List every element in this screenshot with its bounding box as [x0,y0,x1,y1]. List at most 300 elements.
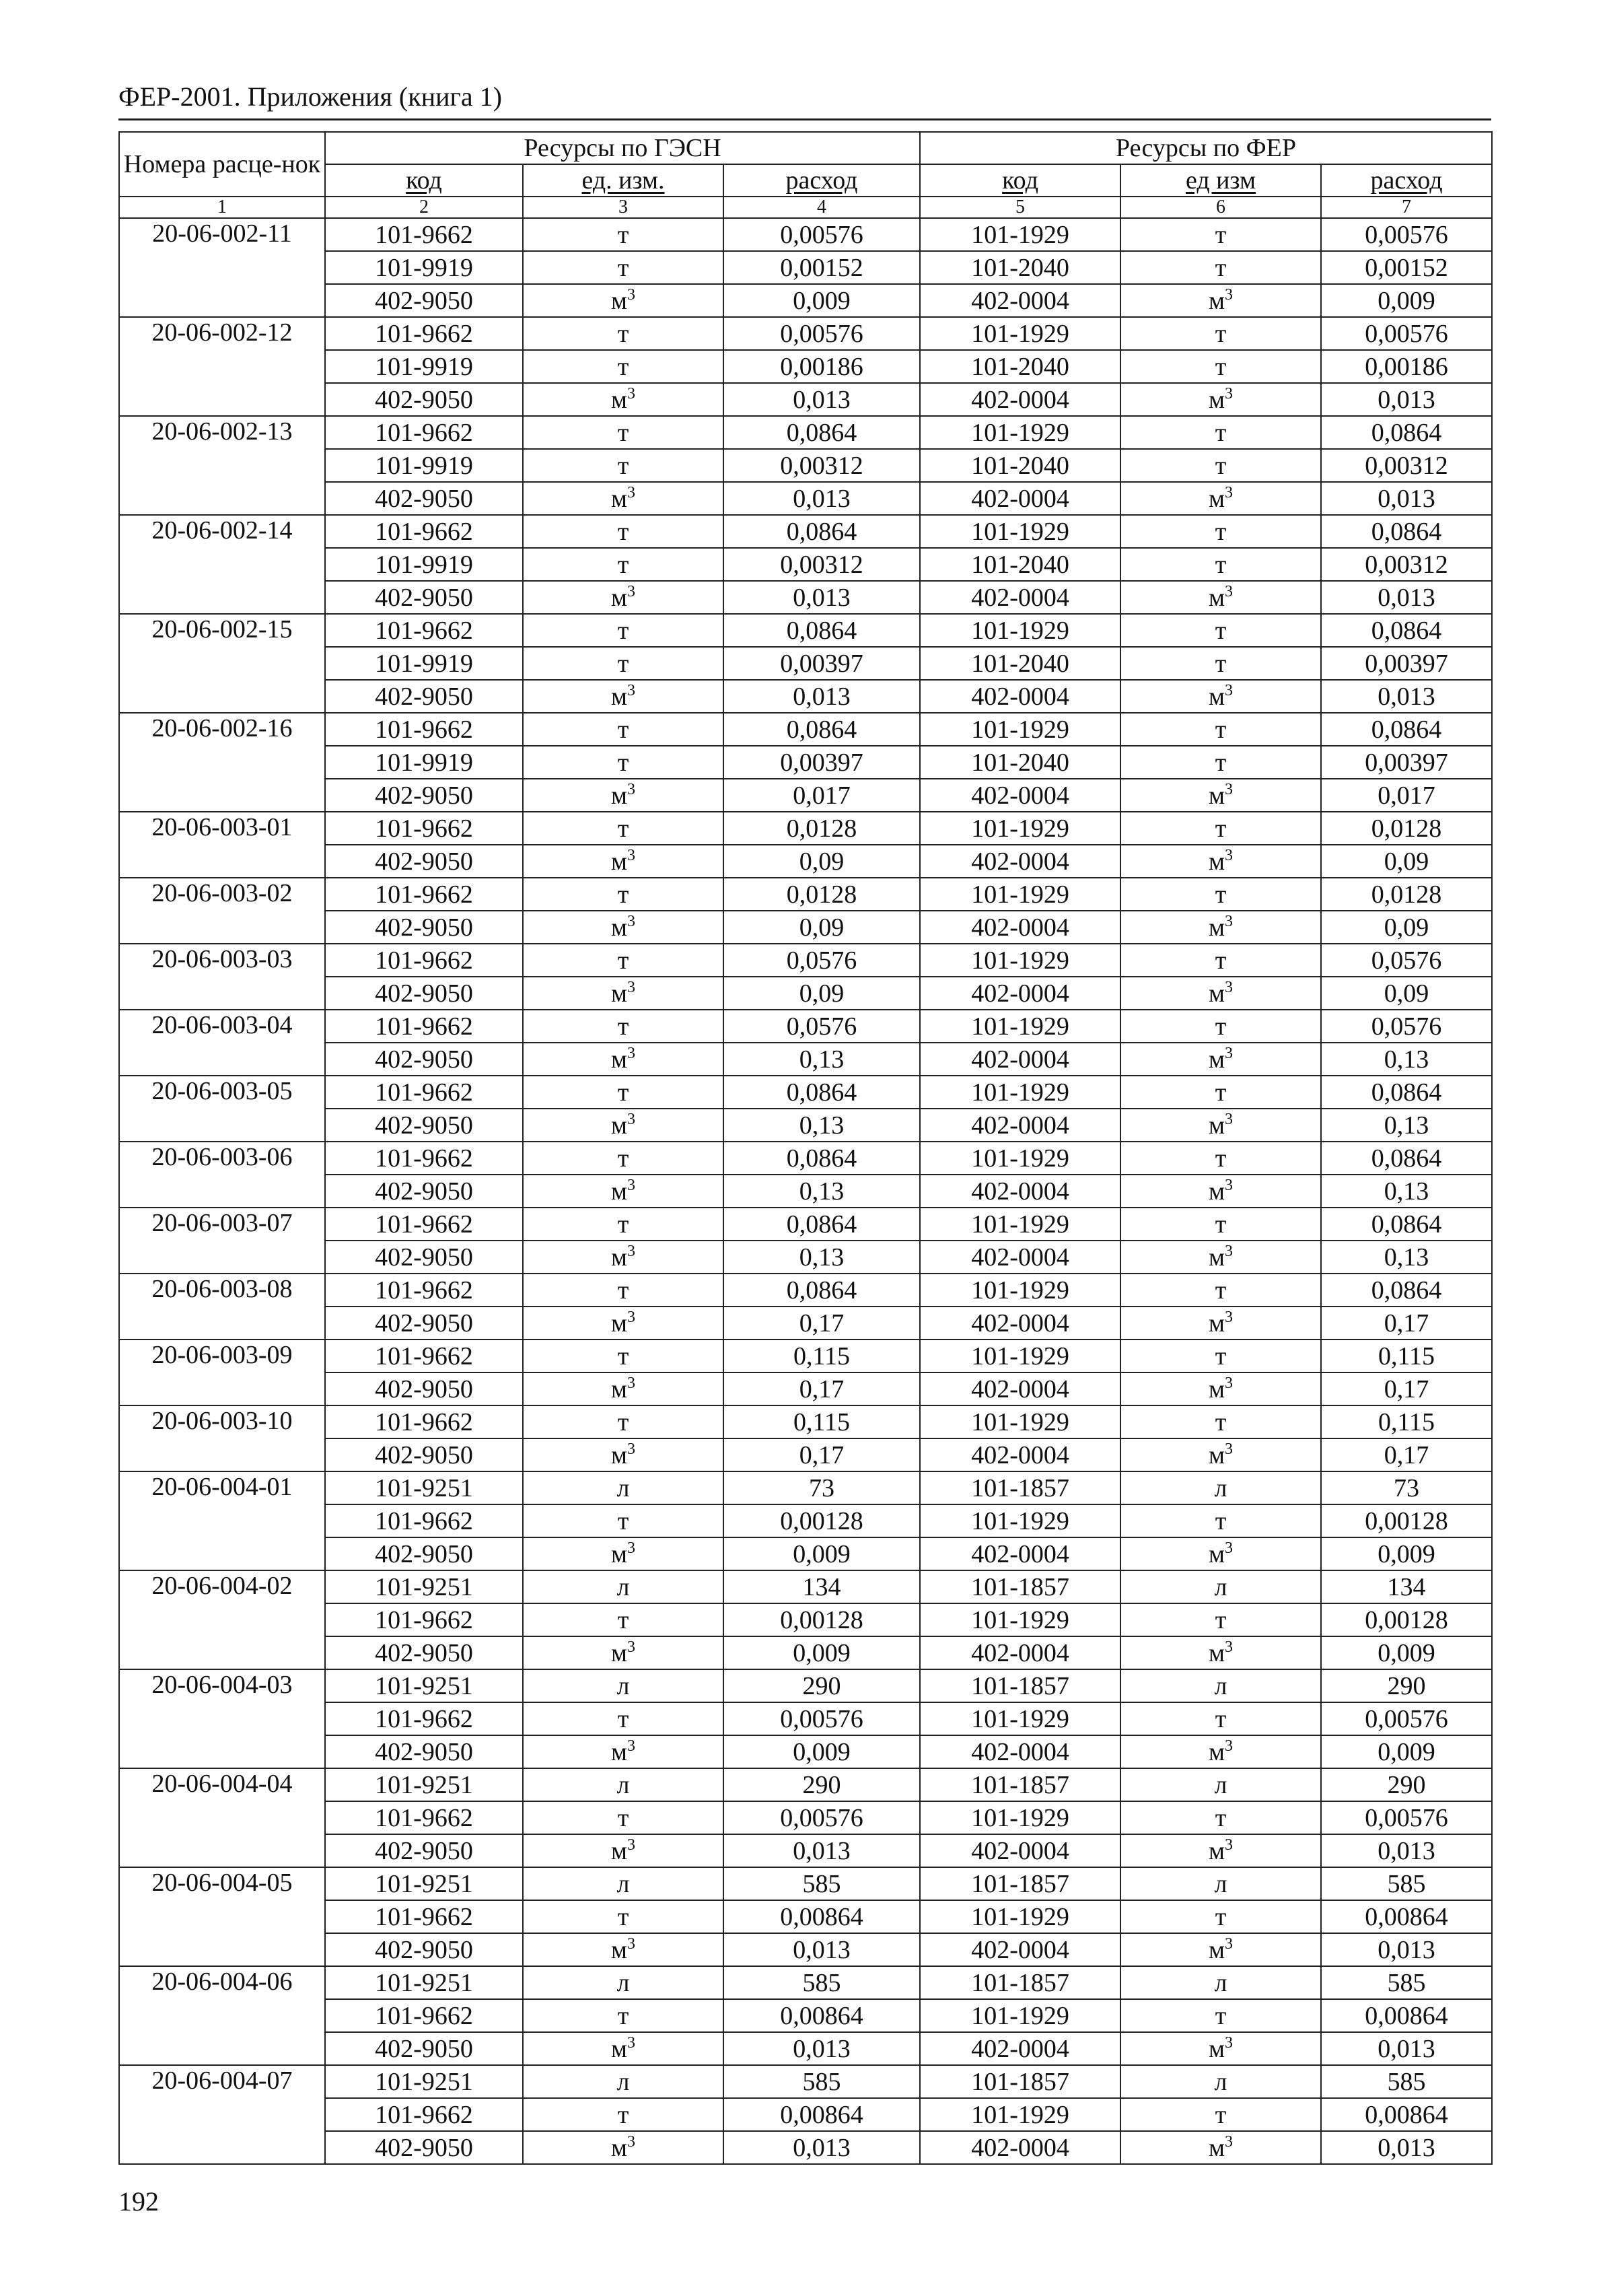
gesn-unit-cell: т [523,944,723,977]
gesn-unit-cell: $м^3$ [523,911,723,944]
gesn-code-cell: 402-9050 [325,2032,523,2065]
gesn-code-cell: 101-9662 [325,1405,523,1438]
table-row [119,1933,1492,1966]
gesn-code-cell: 402-9050 [325,1438,523,1471]
table-row [119,2032,1492,2065]
fer-code-cell: 101-1929 [920,1142,1120,1175]
fer-unit-cell: т [1120,1900,1321,1933]
gesn-unit-cell: т [523,1801,723,1834]
gesn-code-cell: 101-9251 [325,1570,523,1603]
table-row [119,482,1492,515]
fer-code-cell: 101-2040 [920,647,1120,680]
fer-consumption-cell: 0,09 [1321,977,1492,1010]
table-row [119,1999,1492,2032]
gesn-unit-cell: т [523,548,723,581]
column-numbers-row [119,197,1492,218]
fer-unit-cell: $м^3$ [1120,845,1321,878]
gesn-unit-cell: т [523,2098,723,2131]
rate-number-cell: 20-06-002-13 [119,416,325,515]
fer-consumption-cell: 0,00576 [1321,1702,1492,1735]
gesn-unit-cell: т [523,1208,723,1241]
gesn-consumption-cell: 0,00128 [723,1504,920,1537]
fer-code-cell: 402-0004 [920,1109,1120,1142]
column-header-fer-consumption: расход [1321,164,1492,197]
fer-code-cell: 101-1929 [920,1999,1120,2032]
gesn-consumption-cell: 0,009 [723,1735,920,1768]
fer-code-cell: 402-0004 [920,284,1120,317]
fer-unit-cell: т [1120,647,1321,680]
fer-unit-cell: л [1120,1570,1321,1603]
table-row [119,680,1492,713]
gesn-unit-cell: $м^3$ [523,1933,723,1966]
fer-unit-cell: т [1120,812,1321,845]
gesn-code-cell: 101-9919 [325,746,523,779]
table-row [119,1307,1492,1340]
table-row [119,1702,1492,1735]
gesn-consumption-cell: 0,00576 [723,1801,920,1834]
table-row [119,1372,1492,1405]
gesn-consumption-cell: 0,13 [723,1175,920,1208]
fer-unit-cell: $м^3$ [1120,1933,1321,1966]
gesn-unit-cell: т [523,647,723,680]
fer-code-cell: 101-1929 [920,944,1120,977]
gesn-consumption-cell: 0,115 [723,1340,920,1372]
rate-number-cell: 20-06-002-16 [119,713,325,812]
gesn-unit-cell: $м^3$ [523,845,723,878]
rate-number-cell: 20-06-003-06 [119,1142,325,1208]
gesn-unit-cell: т [523,1340,723,1372]
page-number: 192 [118,2186,159,2217]
gesn-consumption-cell: 0,00864 [723,1900,920,1933]
table-row [119,1438,1492,1471]
fer-consumption-cell: 0,013 [1321,1834,1492,1867]
column-header-fer-unit: ед изм [1120,164,1321,197]
gesn-unit-cell: $м^3$ [523,581,723,614]
gesn-code-cell: 402-9050 [325,977,523,1010]
fer-unit-cell: $м^3$ [1120,1438,1321,1471]
gesn-unit-cell: т [523,1405,723,1438]
gesn-code-cell: 101-9662 [325,317,523,350]
fer-unit-cell: т [1120,1999,1321,2032]
fer-code-cell: 101-2040 [920,548,1120,581]
gesn-consumption-cell: 0,0864 [723,515,920,548]
gesn-unit-cell: т [523,878,723,911]
fer-unit-cell: т [1120,317,1321,350]
gesn-unit-cell: $м^3$ [523,1175,723,1208]
gesn-code-cell: 101-9662 [325,812,523,845]
gesn-consumption-cell: 0,009 [723,1636,920,1669]
column-number: 7 [1321,197,1492,218]
gesn-code-cell: 101-9662 [325,1504,523,1537]
rate-number-cell: 20-06-003-07 [119,1208,325,1274]
gesn-code-cell: 402-9050 [325,1175,523,1208]
gesn-code-cell: 101-9662 [325,878,523,911]
gesn-consumption-cell: 0,013 [723,1933,920,1966]
gesn-unit-cell: т [523,812,723,845]
fer-unit-cell: т [1120,1405,1321,1438]
fer-consumption-cell: 0,013 [1321,482,1492,515]
gesn-code-cell: 101-9251 [325,1867,523,1900]
gesn-consumption-cell: 0,00864 [723,1999,920,2032]
column-header-fer-code: код [920,164,1120,197]
gesn-consumption-cell: 0,17 [723,1372,920,1405]
column-number: 1 [119,197,325,218]
table-row [119,1010,1492,1043]
gesn-consumption-cell: 0,13 [723,1043,920,1076]
gesn-code-cell: 402-9050 [325,1372,523,1405]
fer-unit-cell: т [1120,614,1321,647]
rate-number-cell: 20-06-003-08 [119,1274,325,1340]
gesn-code-cell: 402-9050 [325,1933,523,1966]
fer-unit-cell: $м^3$ [1120,1735,1321,1768]
gesn-unit-cell: т [523,1603,723,1636]
fer-consumption-cell: 0,09 [1321,845,1492,878]
fer-code-cell: 402-0004 [920,1438,1120,1471]
table-row [119,944,1492,977]
fer-consumption-cell: 0,0864 [1321,1274,1492,1307]
rate-number-cell: 20-06-004-04 [119,1768,325,1867]
table-row [119,548,1492,581]
table-row [119,647,1492,680]
table-row [119,383,1492,416]
gesn-consumption-cell: 0,013 [723,383,920,416]
table-row [119,878,1492,911]
fer-code-cell: 101-1857 [920,1669,1120,1702]
fer-code-cell: 101-2040 [920,350,1120,383]
gesn-unit-cell: $м^3$ [523,779,723,812]
fer-unit-cell: $м^3$ [1120,911,1321,944]
fer-unit-cell: т [1120,1076,1321,1109]
table-row [119,1043,1492,1076]
gesn-code-cell: 101-9662 [325,2098,523,2131]
rate-number-cell: 20-06-003-09 [119,1340,325,1405]
fer-unit-cell: $м^3$ [1120,383,1321,416]
column-number: 5 [920,197,1120,218]
fer-unit-cell: л [1120,1471,1321,1504]
gesn-code-cell: 402-9050 [325,1735,523,1768]
fer-code-cell: 101-1929 [920,1801,1120,1834]
fer-code-cell: 101-1929 [920,416,1120,449]
fer-unit-cell: $м^3$ [1120,284,1321,317]
gesn-unit-cell: л [523,1966,723,1999]
rate-number-cell: 20-06-002-15 [119,614,325,713]
gesn-consumption-cell: 0,00186 [723,350,920,383]
table-row [119,1900,1492,1933]
table-body [119,218,1492,2164]
gesn-unit-cell: т [523,1504,723,1537]
table-row [119,1537,1492,1570]
gesn-unit-cell: $м^3$ [523,1834,723,1867]
fer-unit-cell: т [1120,878,1321,911]
gesn-unit-cell: т [523,251,723,284]
fer-consumption-cell: 0,00397 [1321,746,1492,779]
gesn-code-cell: 402-9050 [325,383,523,416]
fer-code-cell: 402-0004 [920,680,1120,713]
rate-number-cell: 20-06-003-03 [119,944,325,1010]
gesn-code-cell: 402-9050 [325,2131,523,2164]
gesn-consumption-cell: 0,00397 [723,647,920,680]
fer-unit-cell: $м^3$ [1120,680,1321,713]
gesn-unit-cell: т [523,1010,723,1043]
table-row [119,812,1492,845]
fer-code-cell: 101-1857 [920,1867,1120,1900]
fer-code-cell: 402-0004 [920,1636,1120,1669]
gesn-code-cell: 101-9662 [325,515,523,548]
group-header-fer: Ресурсы по ФЕР [920,132,1492,164]
gesn-consumption-cell: 0,013 [723,680,920,713]
fer-code-cell: 101-1929 [920,713,1120,746]
table-row [119,317,1492,350]
table-row [119,1570,1492,1603]
gesn-consumption-cell: 0,17 [723,1438,920,1471]
fer-unit-cell: $м^3$ [1120,482,1321,515]
fer-code-cell: 101-2040 [920,449,1120,482]
fer-consumption-cell: 0,0864 [1321,1142,1492,1175]
fer-code-cell: 101-1929 [920,515,1120,548]
fer-consumption-cell: 0,00312 [1321,548,1492,581]
gesn-consumption-cell: 0,00312 [723,548,920,581]
rate-number-cell: 20-06-002-11 [119,218,325,317]
table-row [119,1735,1492,1768]
fer-consumption-cell: 0,0864 [1321,1076,1492,1109]
table-row [119,350,1492,383]
table-row [119,911,1492,944]
gesn-consumption-cell: 0,115 [723,1405,920,1438]
fer-code-cell: 101-1929 [920,1340,1120,1372]
fer-consumption-cell: 0,0128 [1321,812,1492,845]
rate-number-cell: 20-06-003-05 [119,1076,325,1142]
fer-consumption-cell: 585 [1321,2065,1492,2098]
fer-consumption-cell: 0,13 [1321,1109,1492,1142]
table-row [119,1801,1492,1834]
gesn-unit-cell: т [523,350,723,383]
gesn-consumption-cell: 0,09 [723,977,920,1010]
fer-unit-cell: т [1120,1504,1321,1537]
fer-consumption-cell: 0,17 [1321,1307,1492,1340]
table-row [119,1274,1492,1307]
fer-unit-cell: т [1120,746,1321,779]
rate-number-cell: 20-06-004-03 [119,1669,325,1768]
table-row [119,1142,1492,1175]
gesn-unit-cell: $м^3$ [523,383,723,416]
gesn-consumption-cell: 0,00576 [723,218,920,251]
table-row [119,845,1492,878]
gesn-unit-cell: $м^3$ [523,1307,723,1340]
gesn-code-cell: 101-9662 [325,1208,523,1241]
gesn-consumption-cell: 0,013 [723,2032,920,2065]
fer-code-cell: 101-1929 [920,614,1120,647]
table-row [119,251,1492,284]
fer-unit-cell: $м^3$ [1120,1537,1321,1570]
gesn-code-cell: 402-9050 [325,1241,523,1274]
rate-number-cell: 20-06-004-05 [119,1867,325,1966]
column-header-gesn-code: код [325,164,523,197]
gesn-consumption-cell: 0,0864 [723,1208,920,1241]
fer-unit-cell: т [1120,713,1321,746]
table-row [119,581,1492,614]
fer-unit-cell: $м^3$ [1120,1241,1321,1274]
fer-unit-cell: $м^3$ [1120,1636,1321,1669]
fer-code-cell: 101-1929 [920,1010,1120,1043]
fer-unit-cell: т [1120,1603,1321,1636]
fer-code-cell: 101-1929 [920,812,1120,845]
table-row [119,1768,1492,1801]
gesn-consumption-cell: 0,00128 [723,1603,920,1636]
table-row [119,218,1492,251]
fer-consumption-cell: 0,00312 [1321,449,1492,482]
table-row [119,713,1492,746]
gesn-unit-cell: т [523,1900,723,1933]
fer-code-cell: 101-1929 [920,1274,1120,1307]
gesn-unit-cell: т [523,515,723,548]
gesn-code-cell: 101-9662 [325,1900,523,1933]
gesn-consumption-cell: 0,013 [723,581,920,614]
fer-consumption-cell: 0,115 [1321,1405,1492,1438]
fer-code-cell: 402-0004 [920,2032,1120,2065]
gesn-consumption-cell: 0,00397 [723,746,920,779]
fer-consumption-cell: 0,0864 [1321,1208,1492,1241]
fer-code-cell: 101-1929 [920,1603,1120,1636]
table-row [119,1867,1492,1900]
fer-unit-cell: т [1120,1142,1321,1175]
fer-unit-cell: $м^3$ [1120,2131,1321,2164]
gesn-code-cell: 101-9662 [325,1076,523,1109]
fer-unit-cell: т [1120,251,1321,284]
gesn-unit-cell: $м^3$ [523,1735,723,1768]
fer-consumption-cell: 0,00128 [1321,1504,1492,1537]
fer-consumption-cell: 585 [1321,1966,1492,1999]
fer-unit-cell: т [1120,1010,1321,1043]
fer-consumption-cell: 0,013 [1321,1933,1492,1966]
gesn-code-cell: 101-9662 [325,1702,523,1735]
fer-unit-cell: $м^3$ [1120,779,1321,812]
gesn-code-cell: 402-9050 [325,1636,523,1669]
fer-code-cell: 101-1857 [920,1570,1120,1603]
gesn-unit-cell: $м^3$ [523,2131,723,2164]
fer-consumption-cell: 0,00864 [1321,2098,1492,2131]
fer-code-cell: 402-0004 [920,977,1120,1010]
gesn-consumption-cell: 0,13 [723,1241,920,1274]
rate-number-cell: 20-06-003-10 [119,1405,325,1471]
fer-unit-cell: т [1120,449,1321,482]
fer-code-cell: 101-2040 [920,746,1120,779]
fer-unit-cell: л [1120,1966,1321,1999]
fer-code-cell: 402-0004 [920,1175,1120,1208]
gesn-code-cell: 402-9050 [325,1537,523,1570]
gesn-consumption-cell: 0,0864 [723,416,920,449]
fer-consumption-cell: 134 [1321,1570,1492,1603]
fer-consumption-cell: 0,009 [1321,1735,1492,1768]
column-header-gesn-unit: ед. изм. [523,164,723,197]
gesn-unit-cell: $м^3$ [523,482,723,515]
fer-code-cell: 402-0004 [920,1307,1120,1340]
column-number: 6 [1120,197,1321,218]
gesn-consumption-cell: 0,17 [723,1307,920,1340]
gesn-code-cell: 101-9662 [325,1010,523,1043]
fer-consumption-cell: 0,0128 [1321,878,1492,911]
rate-number-cell: 20-06-004-01 [119,1471,325,1570]
table-row [119,1109,1492,1142]
fer-code-cell: 101-1929 [920,1076,1120,1109]
fer-code-cell: 101-1929 [920,878,1120,911]
fer-consumption-cell: 0,09 [1321,911,1492,944]
table-row [119,1405,1492,1438]
fer-consumption-cell: 0,009 [1321,284,1492,317]
fer-consumption-cell: 0,13 [1321,1043,1492,1076]
gesn-consumption-cell: 134 [723,1570,920,1603]
table-row [119,1471,1492,1504]
gesn-code-cell: 402-9050 [325,1043,523,1076]
fer-consumption-cell: 0,009 [1321,1636,1492,1669]
fer-unit-cell: $м^3$ [1120,1307,1321,1340]
gesn-code-cell: 101-9919 [325,647,523,680]
fer-consumption-cell: 0,00397 [1321,647,1492,680]
gesn-consumption-cell: 0,0128 [723,812,920,845]
gesn-code-cell: 101-9919 [325,548,523,581]
table-row [119,614,1492,647]
fer-code-cell: 402-0004 [920,383,1120,416]
fer-consumption-cell: 0,013 [1321,383,1492,416]
table-row [119,2098,1492,2131]
gesn-unit-cell: т [523,1999,723,2032]
fer-consumption-cell: 0,013 [1321,581,1492,614]
gesn-code-cell: 402-9050 [325,1834,523,1867]
fer-unit-cell: л [1120,1669,1321,1702]
table-row [119,2131,1492,2164]
table-row [119,1834,1492,1867]
table-row [119,416,1492,449]
fer-consumption-cell: 0,00864 [1321,1999,1492,2032]
gesn-consumption-cell: 0,0864 [723,614,920,647]
fer-consumption-cell: 290 [1321,1669,1492,1702]
fer-code-cell: 101-1929 [920,1504,1120,1537]
group-header-gesn: Ресурсы по ГЭСН [325,132,920,164]
table-row [119,449,1492,482]
table-row [119,1076,1492,1109]
fer-consumption-cell: 290 [1321,1768,1492,1801]
gesn-code-cell: 101-9251 [325,1471,523,1504]
gesn-code-cell: 101-9251 [325,1966,523,1999]
gesn-code-cell: 101-9662 [325,614,523,647]
gesn-unit-cell: т [523,416,723,449]
gesn-unit-cell: л [523,1570,723,1603]
gesn-code-cell: 101-9662 [325,416,523,449]
gesn-consumption-cell: 0,013 [723,482,920,515]
gesn-unit-cell: л [523,2065,723,2098]
fer-consumption-cell: 0,00576 [1321,1801,1492,1834]
gesn-code-cell: 101-9662 [325,1603,523,1636]
fer-unit-cell: $м^3$ [1120,1175,1321,1208]
gesn-consumption-cell: 0,00864 [723,2098,920,2131]
gesn-unit-cell: л [523,1867,723,1900]
rate-number-cell: 20-06-003-01 [119,812,325,878]
gesn-unit-cell: $м^3$ [523,680,723,713]
fer-code-cell: 101-1929 [920,218,1120,251]
gesn-consumption-cell: 0,009 [723,284,920,317]
fer-consumption-cell: 0,13 [1321,1175,1492,1208]
gesn-unit-cell: т [523,1702,723,1735]
fer-unit-cell: л [1120,2065,1321,2098]
gesn-code-cell: 101-9662 [325,713,523,746]
gesn-code-cell: 101-9662 [325,1801,523,1834]
gesn-code-cell: 402-9050 [325,911,523,944]
fer-unit-cell: $м^3$ [1120,977,1321,1010]
fer-unit-cell: т [1120,1702,1321,1735]
gesn-unit-cell: $м^3$ [523,1372,723,1405]
fer-code-cell: 402-0004 [920,1241,1120,1274]
column-number: 2 [325,197,523,218]
fer-unit-cell: л [1120,1867,1321,1900]
